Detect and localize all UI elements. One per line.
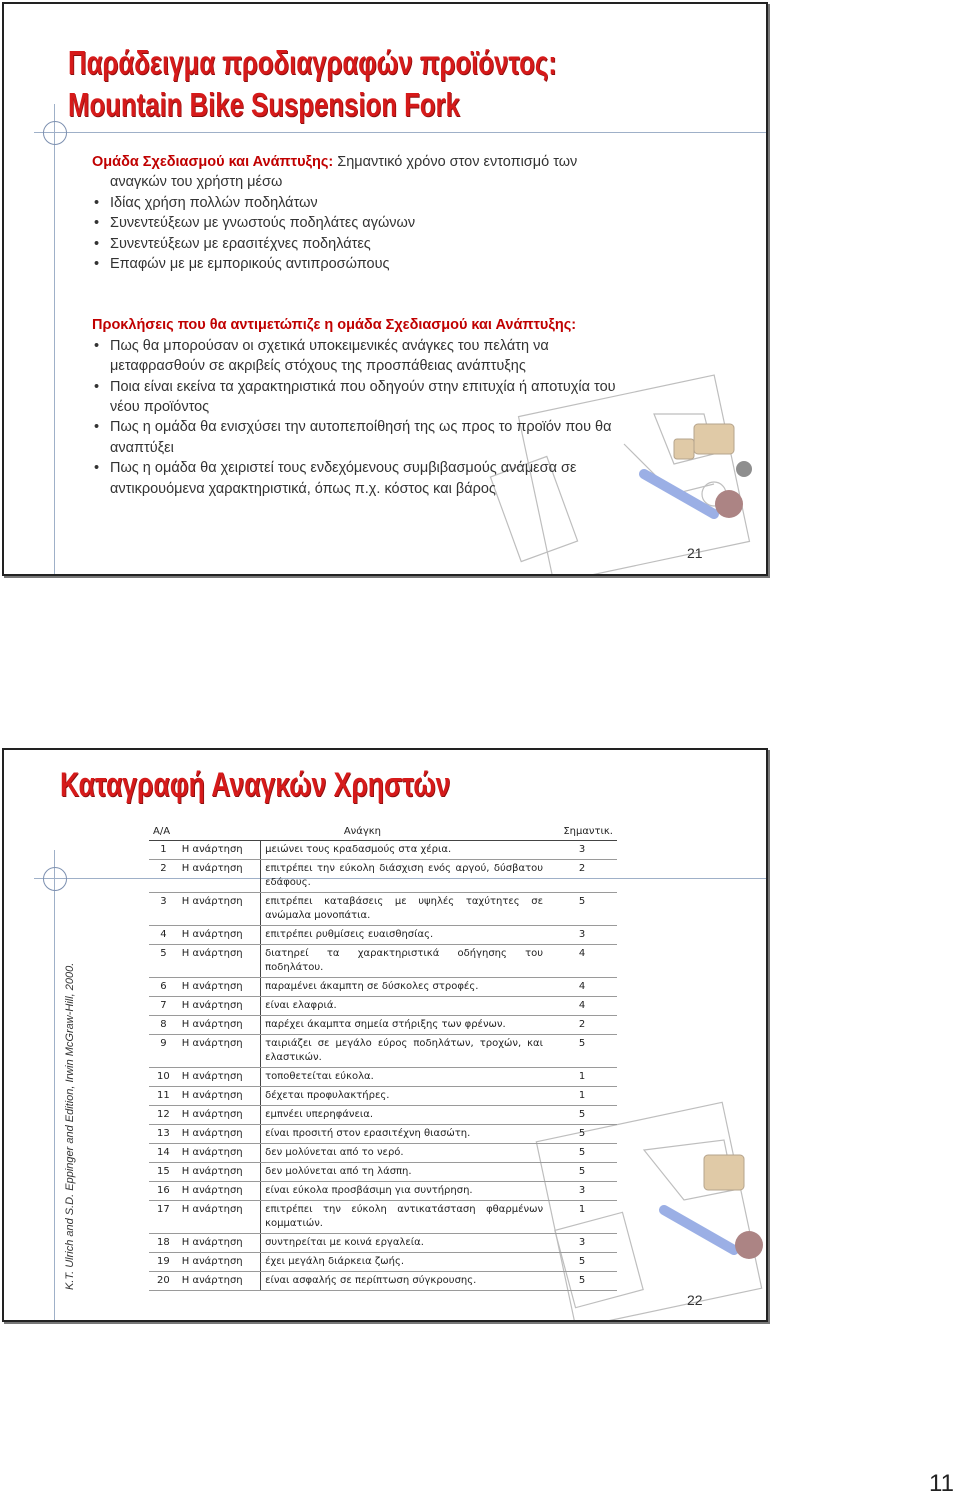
- row-number: 2: [149, 860, 178, 893]
- row-importance: 5: [547, 893, 617, 926]
- row-importance: 1: [547, 1068, 617, 1087]
- row-need: παραμένει άκαμπτη σε δύσκολες στροφές.: [261, 978, 547, 997]
- list-item: [92, 458, 712, 499]
- table-row: [149, 1068, 617, 1087]
- row-number: 17: [149, 1201, 178, 1234]
- row-number: 12: [149, 1106, 178, 1125]
- table-row: [149, 978, 617, 997]
- row-number: 13: [149, 1125, 178, 1144]
- row-subject: Η ανάρτηση: [178, 997, 261, 1016]
- list-item-text: αναπτύξει: [110, 439, 174, 456]
- row-subject: Η ανάρτηση: [178, 1035, 261, 1068]
- slide-21: [2, 2, 768, 576]
- list-item-text: • Πως η ομάδα θα ενισχύσει την αυτοπεποίθησή της ως προς το προϊόν που θα: [110, 419, 612, 436]
- row-number: 8: [149, 1016, 178, 1035]
- row-subject: Η ανάρτηση: [178, 945, 261, 978]
- section-1-line: [92, 152, 712, 172]
- table-row: [149, 1087, 617, 1106]
- row-number: 16: [149, 1182, 178, 1201]
- row-number: 3: [149, 893, 178, 926]
- row-number: 4: [149, 926, 178, 945]
- slide-body: [92, 152, 712, 499]
- row-importance: 4: [547, 945, 617, 978]
- slide-22: [2, 748, 768, 1322]
- row-need: είναι ελαφριά.: [261, 997, 547, 1016]
- table-row: [149, 1182, 617, 1201]
- row-number: 7: [149, 997, 178, 1016]
- row-subject: Η ανάρτηση: [178, 1144, 261, 1163]
- row-need: είναι ασφαλής σε περίπτωση σύγκρουσης.: [261, 1272, 547, 1291]
- row-importance: 4: [547, 997, 617, 1016]
- row-importance: 3: [547, 926, 617, 945]
- table-row: [149, 893, 617, 926]
- row-need: δεν μολύνεται από το νερό.: [261, 1144, 547, 1163]
- table-row: [149, 926, 617, 945]
- row-need: συντηρείται με κοινά εργαλεία.: [261, 1234, 547, 1253]
- list-item: • Συνεντεύξεων με γνωστούς ποδηλάτες αγώνων: [92, 213, 712, 233]
- row-subject: Η ανάρτηση: [178, 841, 261, 860]
- table-row: [149, 1035, 617, 1068]
- row-need: ταιριάζει σε μεγάλο εύρος ποδηλάτων, τροχών, και ελαστικών.: [261, 1035, 547, 1068]
- row-importance: 2: [547, 1016, 617, 1035]
- title-line-2: Mountain Bike Suspension Fork: [68, 86, 460, 123]
- list-item: [92, 377, 712, 418]
- row-importance: 3: [547, 841, 617, 860]
- header-number: Α/Α: [149, 822, 178, 841]
- row-number: 11: [149, 1087, 178, 1106]
- row-need: εμπνέει υπερηφάνεια.: [261, 1106, 547, 1125]
- row-need: επιτρέπει ρυθμίσεις ευαισθησίας.: [261, 926, 547, 945]
- table-row: [149, 1272, 617, 1291]
- row-number: 20: [149, 1272, 178, 1291]
- requirements-table: [149, 822, 617, 1291]
- row-importance: 1: [547, 1087, 617, 1106]
- row-need: δέχεται προφυλακτήρες.: [261, 1087, 547, 1106]
- slide-page-number: 22: [687, 1292, 703, 1308]
- list-item-text: αντικρουόμενα χαρακτηριστικά, όπως π.χ. κόστος και βάρος: [110, 480, 496, 497]
- table-row: [149, 1253, 617, 1272]
- row-subject: Η ανάρτηση: [178, 1234, 261, 1253]
- row-subject: Η ανάρτηση: [178, 893, 261, 926]
- slide-page-number: 21: [687, 545, 703, 561]
- table-row: [149, 1125, 617, 1144]
- list-item: [92, 336, 712, 377]
- row-need: διατηρεί τα χαρακτηριστικά οδήγησης του ποδηλάτου.: [261, 945, 547, 978]
- row-importance: 1: [547, 1201, 617, 1234]
- table-row: [149, 997, 617, 1016]
- row-need: τοποθετείται εύκολα.: [261, 1068, 547, 1087]
- row-importance: 5: [547, 1253, 617, 1272]
- row-number: 18: [149, 1234, 178, 1253]
- row-subject: Η ανάρτηση: [178, 1087, 261, 1106]
- table-row: [149, 841, 617, 860]
- row-importance: 5: [547, 1106, 617, 1125]
- row-subject: Η ανάρτηση: [178, 1125, 261, 1144]
- row-subject: Η ανάρτηση: [178, 1016, 261, 1035]
- row-subject: Η ανάρτηση: [178, 1182, 261, 1201]
- list-item-text: • Πως η ομάδα θα χειριστεί τους ενδεχόμενους συμβιβασμούς ανάμεσα σε: [110, 460, 577, 477]
- section-1-intro: Σημαντικό χρόνο στον εντοπισμό των: [337, 154, 578, 170]
- row-subject: Η ανάρτηση: [178, 926, 261, 945]
- row-need: είναι προσιτή στον ερασιτέχνη θιασώτη.: [261, 1125, 547, 1144]
- row-number: 1: [149, 841, 178, 860]
- row-subject: Η ανάρτηση: [178, 1272, 261, 1291]
- section-2-heading: Προκλήσεις που θα αντιμετώπιζε η ομάδα Σχεδιασμού και Ανάπτυξης:: [92, 317, 577, 334]
- row-need: επιτρέπει την εύκολη διάσχιση ενός αργού, δύσβατου εδάφους.: [261, 860, 547, 893]
- row-importance: 5: [547, 1035, 617, 1068]
- list-item: • Συνεντεύξεων με ερασιτέχνες ποδηλάτες: [92, 234, 712, 254]
- table-row: [149, 1144, 617, 1163]
- header-importance: Σημαντικ.: [547, 822, 617, 841]
- table-header-row: [149, 822, 617, 841]
- requirements-body: [149, 841, 617, 1291]
- list-item-text: μεταφρασθούν σε ακριβείς στόχους της προσπάθειας ανάπτυξης: [110, 358, 526, 375]
- table-row: [149, 945, 617, 978]
- list-item-text: • Πως θα μπορούσαν οι σχετικά υποκειμενικές ανάγκες του πελάτη να: [110, 337, 549, 354]
- row-importance: 5: [547, 1125, 617, 1144]
- guide-line: [54, 850, 55, 1320]
- row-importance: 2: [547, 860, 617, 893]
- table-row: [149, 1234, 617, 1253]
- row-need: επιτρέπει την εύκολη αντικατάσταση φθαρμένων κομματιών.: [261, 1201, 547, 1234]
- row-number: 5: [149, 945, 178, 978]
- list-item-text: νέου προϊόντος: [110, 399, 210, 416]
- row-number: 6: [149, 978, 178, 997]
- row-need: είναι εύκολα προσβάσιμη για συντήρηση.: [261, 1182, 547, 1201]
- row-importance: 5: [547, 1163, 617, 1182]
- slide-title: [68, 42, 557, 126]
- row-importance: 5: [547, 1144, 617, 1163]
- row-importance: 3: [547, 1182, 617, 1201]
- row-need: μειώνει τους κραδασμούς στα χέρια.: [261, 841, 547, 860]
- row-subject: Η ανάρτηση: [178, 1068, 261, 1087]
- table-row: [149, 1163, 617, 1182]
- sheet-page-number: 11: [929, 1470, 954, 1497]
- row-subject: Η ανάρτηση: [178, 1253, 261, 1272]
- row-number: 14: [149, 1144, 178, 1163]
- citation: K.T. Ulrich and S.D. Eppinger and Edition, Irwin McGraw-Hill, 2000.: [64, 962, 76, 1290]
- row-need: επιτρέπει καταβάσεις με υψηλές ταχύτητες σε ανώμαλα μονοπάτια.: [261, 893, 547, 926]
- table-row: [149, 1016, 617, 1035]
- list-item-text: • Ποια είναι εκείνα τα χαρακτηριστικά που οδηγούν στην επιτυχία ή αποτυχία του: [110, 378, 616, 395]
- row-importance: 3: [547, 1234, 617, 1253]
- row-need: παρέχει άκαμπτα σημεία στήριξης των φρένων.: [261, 1016, 547, 1035]
- row-number: 19: [149, 1253, 178, 1272]
- table-row: [149, 860, 617, 893]
- table-row: [149, 1106, 617, 1125]
- row-number: 15: [149, 1163, 178, 1182]
- guide-line: [54, 104, 55, 574]
- header-need: Ανάγκη: [178, 822, 547, 841]
- section-1-intro-cont: αναγκών του χρήστη μέσω: [110, 174, 283, 191]
- row-subject: Η ανάρτηση: [178, 1201, 261, 1234]
- section-1-heading: Ομάδα Σχεδιασμού και Ανάπτυξης:: [92, 154, 334, 170]
- guide-line: [34, 132, 766, 133]
- row-need: δεν μολύνεται από τη λάσπη.: [261, 1163, 547, 1182]
- row-need: έχει μεγάλη διάρκεια ζωής.: [261, 1253, 547, 1272]
- row-number: 10: [149, 1068, 178, 1087]
- row-subject: Η ανάρτηση: [178, 1163, 261, 1182]
- slide-title: Καταγραφή Αναγκών Χρηστών: [60, 766, 451, 804]
- list-item: • Ιδίας χρήση πολλών ποδηλάτων: [92, 193, 712, 213]
- table-row: [149, 1201, 617, 1234]
- list-item: • Επαφών με με εμπορικούς αντιπροσώπους: [92, 254, 712, 274]
- row-importance: 5: [547, 1272, 617, 1291]
- target-circle: [43, 867, 67, 891]
- list-item: [92, 417, 712, 458]
- row-subject: Η ανάρτηση: [178, 860, 261, 893]
- row-subject: Η ανάρτηση: [178, 1106, 261, 1125]
- target-circle: [43, 121, 67, 145]
- row-number: 9: [149, 1035, 178, 1068]
- row-subject: Η ανάρτηση: [178, 978, 261, 997]
- title-line-1: Παράδειγμα προδιαγραφών προϊόντος:: [68, 44, 557, 81]
- row-importance: 4: [547, 978, 617, 997]
